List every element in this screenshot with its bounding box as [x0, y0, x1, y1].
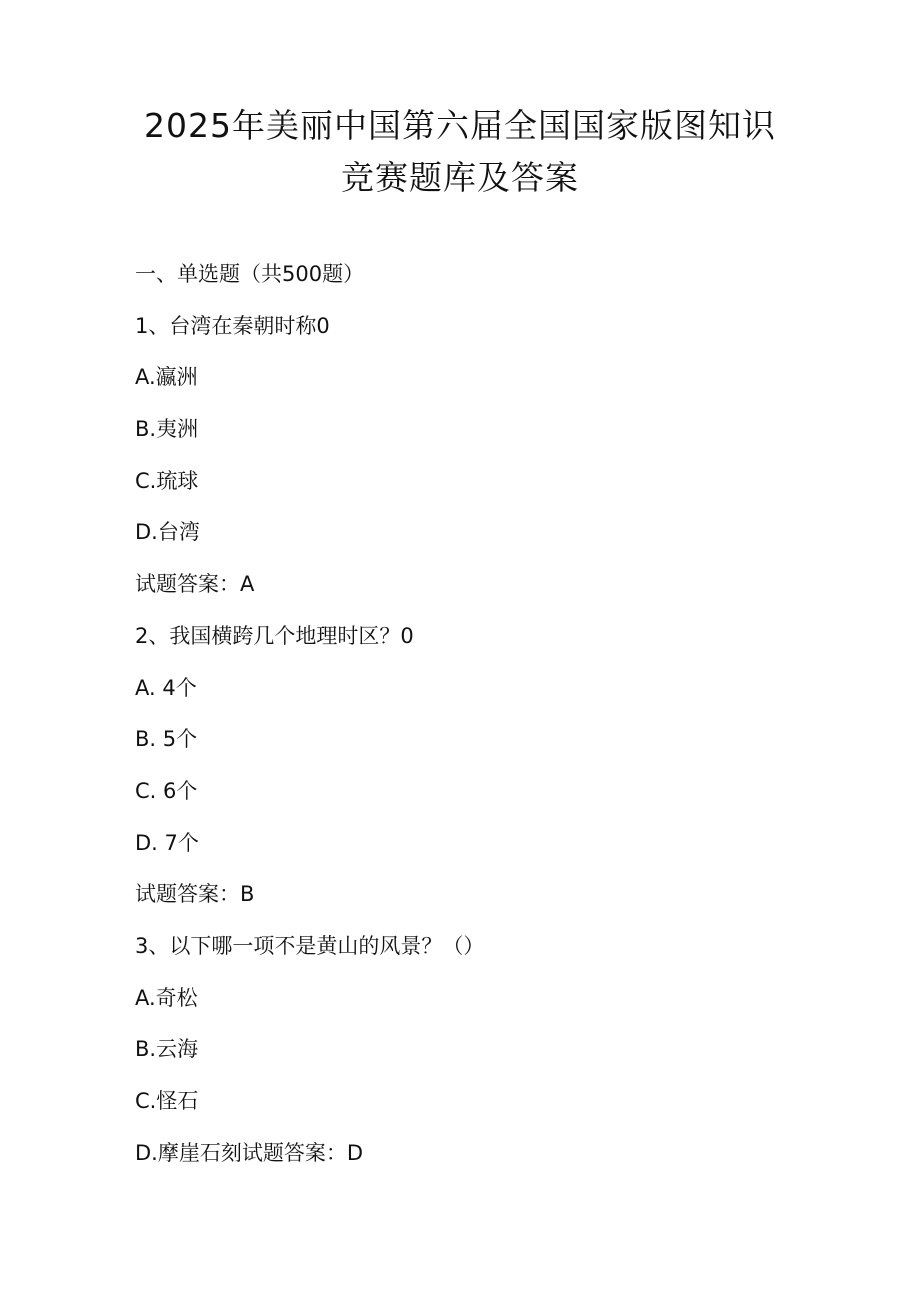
- section-heading: 一、单选题（共500题）: [135, 262, 365, 286]
- question-option: A.瀛洲: [135, 365, 198, 390]
- question-list: [135, 258, 835, 1188]
- question-option: B.云海: [135, 1037, 199, 1062]
- question-stem: 2、我国横跨几个地理时区？0: [135, 623, 414, 648]
- question-option: C.怪石: [135, 1089, 199, 1113]
- question-option: B.夷洲: [135, 417, 199, 442]
- question-option: A.奇松: [135, 985, 198, 1010]
- question-option: D. 7个: [135, 830, 199, 855]
- document-title-line-1: 2025年美丽中国第六届全国国家版图知识: [144, 106, 776, 145]
- question-option: D.摩崖石刻试题答案：D: [135, 1140, 364, 1165]
- question-answer: 试题答案：B: [135, 882, 255, 907]
- question-option: B. 5个: [135, 727, 198, 752]
- question-answer: 试题答案：A: [135, 572, 255, 597]
- question-option: C. 6个: [135, 778, 198, 803]
- document-title-line-2: 竞赛题库及答案: [341, 158, 579, 197]
- question-stem: 3、以下哪一项不是黄山的风景？（）: [135, 933, 485, 958]
- question-option: D.台湾: [135, 520, 200, 545]
- question-option: A. 4个: [135, 675, 197, 700]
- question-option: C.琉球: [135, 468, 199, 493]
- question-stem: 1、台湾在秦朝时称0: [135, 313, 330, 338]
